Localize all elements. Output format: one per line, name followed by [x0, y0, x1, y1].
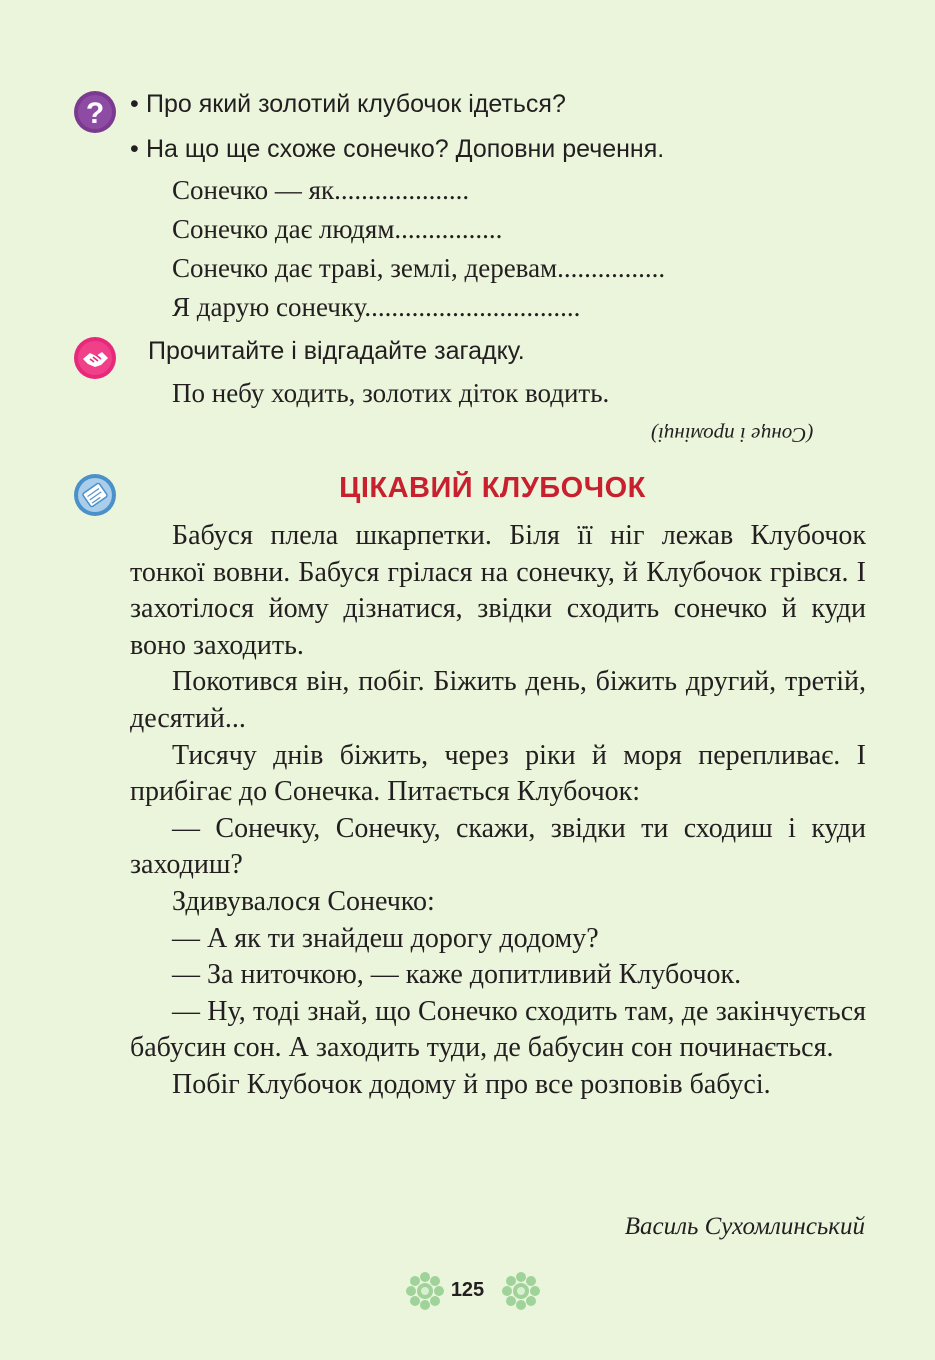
question-line: • На що ще схоже сонечко? Доповни речення. — [130, 135, 665, 163]
story-paragraph: — За ниточкою, — каже допитливий Клубочок. — [172, 959, 742, 991]
riddle-instruction: Прочитайте і відгадайте загадку. — [148, 337, 525, 365]
fill-in-sentence: Сонечко — як.................... — [172, 175, 470, 205]
question-line: • Про який золотий клубочок ідеться? — [130, 90, 566, 118]
story-title: ЦІКАВИЙ КЛУБОЧОК — [339, 472, 646, 504]
story-paragraph: Побіг Клубочок додому й про все розповів бабусі. — [172, 1068, 771, 1100]
story-paragraph: — Сонечку, Сонечку, скажи, звідки ти сходиш і куди заходиш? — [130, 812, 866, 881]
story-paragraph: Покотився він, побіг. Біжить день, біжить другий, третій, десятий... — [130, 666, 866, 734]
story-paragraph: Здивувалося Сонечко: — [172, 885, 435, 917]
fill-in-sentence: Сонечко дає людям................ — [172, 214, 503, 244]
story-body — [130, 518, 866, 1104]
svg-text:?: ? — [85, 97, 105, 130]
riddle-text: По небу ходить, золотих діток водить. — [172, 378, 610, 408]
question-text: На що ще схоже сонечко? Доповни речення. — [146, 135, 665, 163]
flower-ornament-icon — [501, 1271, 541, 1311]
story-paragraph: Бабуся плела шкарпетки. Біля її ніг лежав Клубочок тонкої вовни. Бабуся грілася на сонечку, й Клубочок грівся. І захотілося йому дізнатися, звідки сходить сонечко й куди воно заходить. — [130, 520, 866, 661]
handshake-icon — [74, 337, 116, 379]
question-text: Про який золотий клубочок ідеться? — [146, 90, 566, 118]
fill-in-sentence: Я дарую сонечку................................ — [172, 292, 581, 322]
story-paragraph: Тисячу днів біжить, через ріки й моря перепливає. І прибігає до Сонечка. Питається Клубочок: — [130, 739, 866, 808]
story-paragraph: — А як ти знайдеш дорогу додому? — [172, 922, 599, 954]
page-number: 125 — [450, 1279, 485, 1301]
riddle-answer-upside-down: (Сонце і промінці) — [650, 423, 813, 447]
question-mark-icon — [74, 91, 116, 133]
story-paragraph: — Ну, тоді знай, що Сонечко сходить там, де закінчується бабусин сон. А заходить туди, де бабусин сон починається. — [130, 995, 866, 1064]
fill-in-sentence: Сонечко дає траві, землі, деревам................ — [172, 253, 666, 283]
story-author: Василь Сухомлинський — [624, 1213, 865, 1240]
